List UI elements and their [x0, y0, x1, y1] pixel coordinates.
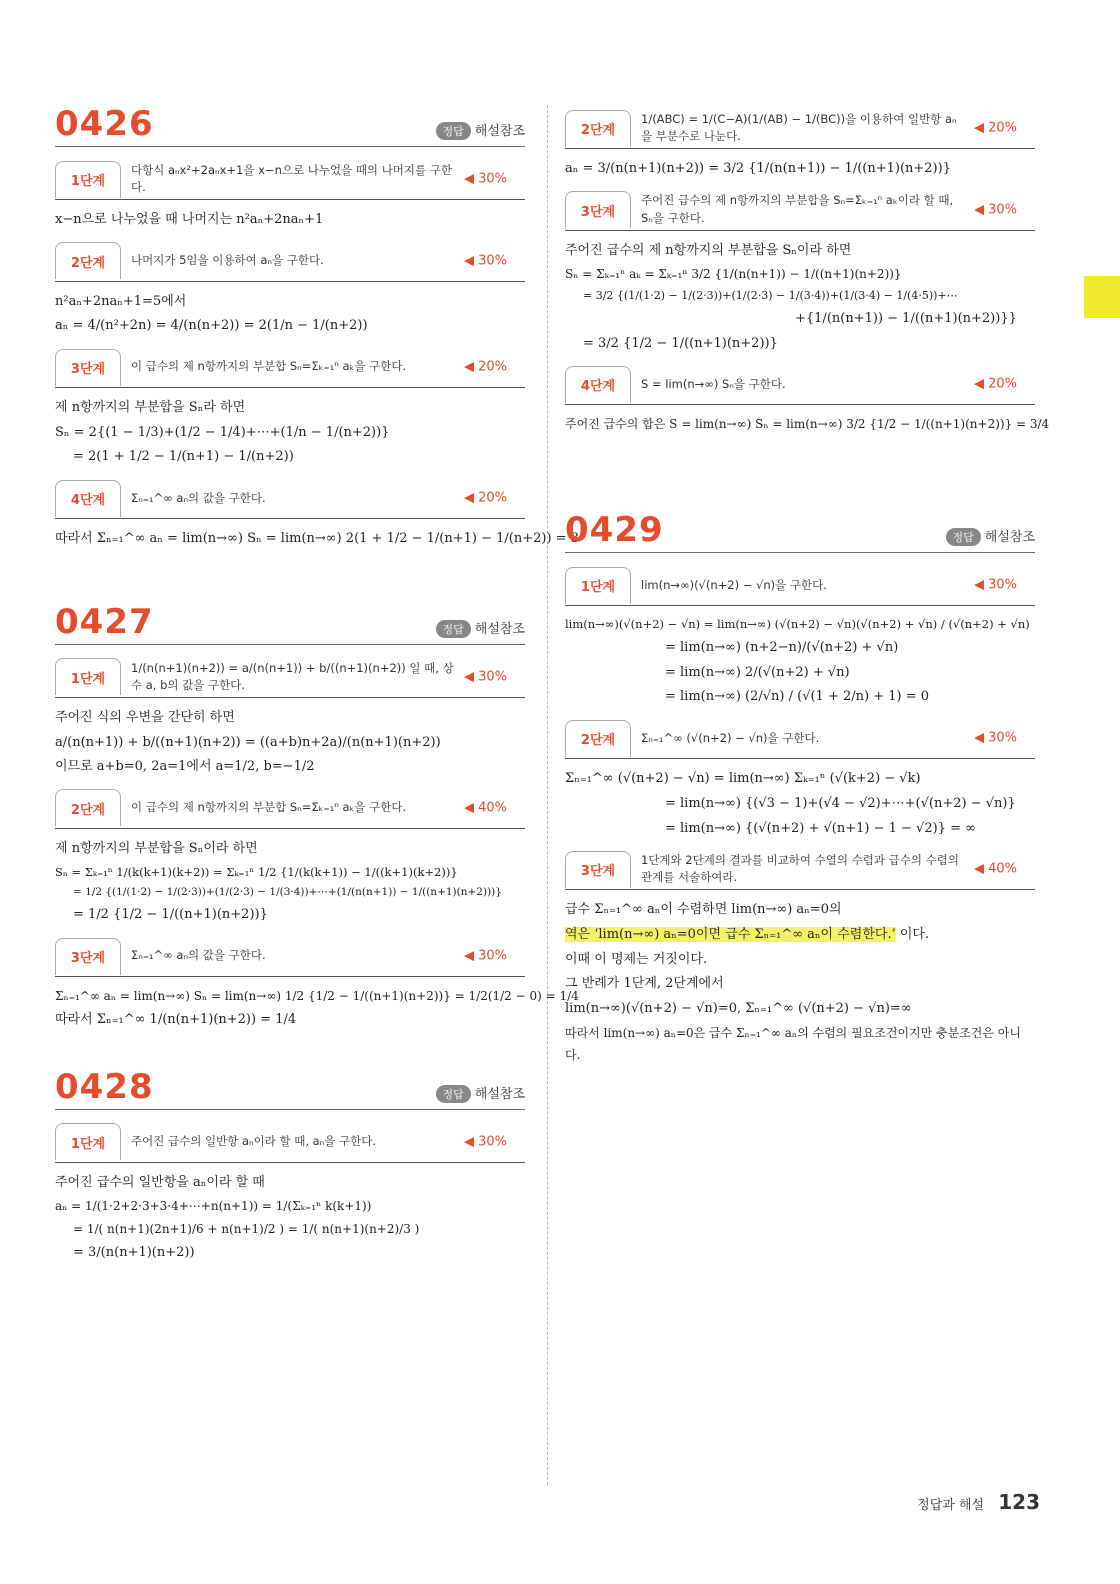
step-percent: ◀ 20%	[463, 490, 507, 506]
problem-header	[55, 598, 525, 645]
step-label: 2단계	[565, 720, 631, 757]
solution-line: aₙ = 1/(1·2+2·3+3·4+⋯+n(n+1)) = 1/(Σₖ₌₁ⁿ k(k+1))	[55, 1199, 372, 1214]
answer-badge: 정답	[436, 1085, 471, 1103]
problem-number: 0428	[55, 1066, 154, 1107]
step-box	[55, 657, 525, 698]
solution-line: Sₙ = Σₖ₌₁ⁿ aₖ = Σₖ₌₁ⁿ 3/2 {1/(n(n+1)) − 1/((n+1)(n+2))}	[565, 267, 902, 282]
step-box	[55, 478, 525, 519]
answer-label	[436, 1083, 526, 1103]
answer-label	[436, 618, 526, 638]
problem-number: 0427	[55, 601, 154, 642]
solution-line: 이므로 a+b=0, 2a=1에서 a=1/2, b=−1/2	[55, 759, 315, 775]
step-text: 이 급수의 제 n항까지의 부분합 Sₙ=Σₖ₌₁ⁿ aₖ을 구한다.	[131, 800, 407, 815]
step-text: Σₙ₌₁^∞ aₙ의 값을 구한다.	[131, 948, 266, 963]
problem-header	[565, 506, 1035, 553]
problem-number: 0426	[55, 104, 154, 144]
solution-line: aₙ = 4/(n²+2n) = 4/(n(n+2)) = 2(1/n − 1/(n+2))	[55, 318, 368, 334]
step-box	[55, 159, 525, 200]
step-percent: ◀ 30%	[463, 1134, 507, 1150]
step-percent: ◀ 30%	[463, 253, 507, 269]
answer-text: 해설참조	[474, 124, 525, 139]
solution-line: = lim(n→∞) {(√3 − 1)+(√4 − √2)+⋯+(√(n+2) − √n)}	[665, 795, 1016, 811]
step-text: S = lim(n→∞) Sₙ을 구한다.	[641, 376, 786, 391]
answer-text: 해설참조	[984, 530, 1035, 546]
solution-line: 제 n항까지의 부분합을 Sₙ이라 하면	[55, 840, 258, 856]
step-text: 1/(n(n+1)(n+2)) = a/(n(n+1)) + b/((n+1)(n+2)) 일 때, 상수 a, b의 값을 구한다.	[131, 660, 454, 692]
solution-line: 주어진 급수의 일반항을 aₙ이라 할 때	[55, 1174, 265, 1190]
step-percent: ◀ 20%	[973, 376, 1017, 392]
solution-line: = 3/2 {1/2 − 1/((n+1)(n+2))}	[583, 335, 778, 351]
solution-line: = 3/(n(n+1)(n+2))	[73, 1244, 195, 1260]
step-box	[565, 565, 1035, 606]
solution-line: 그 반례가 1단계, 2단계에서	[565, 976, 724, 992]
solution-line: 따라서 Σₙ₌₁^∞ aₙ = lim(n→∞) Sₙ = lim(n→∞) 2(1 + 1/2 − 1/(n+1) − 1/(n+2)) = 3	[55, 531, 579, 547]
solution-line: x−n으로 나누었을 때 나머지는 n²aₙ+2naₙ+1	[55, 212, 324, 227]
step-label: 4단계	[55, 480, 121, 517]
solution-line: 따라서 lim(n→∞) aₙ=0은 급수 Σₙ₌₁^∞ aₙ의 수렴의 필요조건이지만 충분조건은 아니다.	[565, 1025, 1021, 1063]
step-text: 주어진 급수의 제 n항까지의 부분합을 Sₙ=Σₖ₌₁ⁿ aₖ이라 할 때, Sₙ을 구한다.	[641, 193, 954, 225]
step-box	[565, 108, 1035, 149]
answer-text: 해설참조	[474, 621, 525, 637]
step-box	[55, 347, 525, 388]
footer-label: 정답과 해설	[917, 1498, 985, 1513]
step-label: 2단계	[565, 110, 631, 147]
solution-line: lim(n→∞)(√(n+2) − √n)=0, Σₙ₌₁^∞ (√(n+2) − √n)=∞	[565, 1000, 912, 1016]
right-column	[565, 100, 1050, 1097]
solution-line: = 1/( n(n+1)(2n+1)/6 + n(n+1)/2 ) = 1/( n(n+1)(n+2)/3 )	[73, 1222, 420, 1236]
step-box	[55, 936, 525, 977]
step-box	[55, 788, 525, 829]
answer-label	[436, 120, 526, 140]
solution-line: 주어진 급수의 합은 S = lim(n→∞) Sₙ = lim(n→∞) 3/2 {1/2 − 1/((n+1)(n+2))} = 3/4	[565, 417, 1050, 432]
step-text: Σₙ₌₁^∞ aₙ의 값을 구한다.	[131, 490, 266, 505]
step-label: 1단계	[565, 567, 631, 604]
step-percent: ◀ 40%	[463, 800, 507, 816]
solution-line: = lim(n→∞) {(√(n+2) + √(n+1) − 1 − √2)} = ∞	[665, 820, 976, 836]
solution-line: = 3/2 {(1/(1·2) − 1/(2·3))+(1/(2·3) − 1/(3·4))+(1/(3·4) − 1/(4·5))+⋯	[583, 289, 958, 303]
solution-line: = 1/2 {(1/(1·2) − 1/(2·3))+(1/(2·3) − 1/(3·4))+⋯+(1/(n(n+1)) − 1/((n+1)(n+2)))}	[73, 886, 502, 899]
solution-line: a/(n(n+1)) + b/((n+1)(n+2)) = ((a+b)n+2a)/(n(n+1)(n+2))	[55, 734, 441, 750]
step-text: 1단계와 2단계의 결과를 비교하여 수열의 수렴과 급수의 수렴의 관계를 서술하여라.	[641, 852, 959, 885]
step-percent: ◀ 30%	[463, 669, 507, 685]
problem-number: 0429	[565, 510, 664, 551]
solution-line: 이때 이 명제는 거짓이다.	[565, 951, 708, 967]
answer-text: 해설참조	[474, 1086, 525, 1102]
solution-line: aₙ = 3/(n(n+1)(n+2)) = 3/2 {1/(n(n+1)) − 1/((n+1)(n+2))}	[565, 161, 951, 176]
problem-0427	[55, 598, 579, 1033]
step-label: 3단계	[55, 938, 121, 975]
solution-line: 따라서 Σₙ₌₁^∞ 1/(n(n+1)(n+2)) = 1/4	[55, 1011, 297, 1027]
step-percent: ◀ 20%	[463, 359, 507, 375]
solution-line: 제 n항까지의 부분합을 Sₙ라 하면	[55, 400, 246, 416]
step-label: 4단계	[565, 366, 631, 403]
problem-0428-continued	[565, 108, 1050, 436]
step-text: 다항식 aₙx²+2aₙx+1을 x−n으로 나누었을 때의 나머지를 구한다.	[131, 162, 453, 194]
solution-line: 주어진 급수의 제 n항까지의 부분합을 Sₙ이라 하면	[565, 242, 852, 258]
left-column	[55, 100, 579, 1295]
step-label: 1단계	[55, 161, 121, 198]
problem-0428	[55, 1063, 525, 1266]
solution-line	[565, 923, 1035, 948]
problem-0426	[55, 100, 579, 552]
solution-line: = lim(n→∞) (2/√n) / (√(1 + 2/n) + 1) = 0	[665, 689, 930, 705]
solution-line: Σₙ₌₁^∞ (√(n+2) − √n) = lim(n→∞) Σₖ₌₁ⁿ (√(k+2) − √k)	[565, 771, 921, 787]
solution-line: Σₙ₌₁^∞ aₙ = lim(n→∞) Sₙ = lim(n→∞) 1/2 {1/2 − 1/((n+1)(n+2))} = 1/2(1/2 − 0) = 1/4	[55, 989, 579, 1004]
solution-line: 급수 Σₙ₌₁^∞ aₙ이 수렴하면 lim(n→∞) aₙ=0의	[565, 902, 842, 918]
step-label: 2단계	[55, 789, 121, 826]
side-tab	[1084, 276, 1120, 318]
solution-line: Sₙ = Σₖ₌₁ⁿ 1/(k(k+1)(k+2)) = Σₖ₌₁ⁿ 1/2 {1/(k(k+1)) − 1/((k+1)(k+2))}	[55, 864, 458, 879]
step-box	[55, 1122, 525, 1163]
solution-line: = 2(1 + 1/2 − 1/(n+1) − 1/(n+2))	[73, 449, 294, 465]
step-text: 이 급수의 제 n항까지의 부분합 Sₙ=Σₖ₌₁ⁿ aₖ을 구한다.	[131, 359, 407, 374]
step-label: 3단계	[55, 349, 121, 386]
step-percent: ◀ 40%	[973, 861, 1017, 877]
solution-line: +{1/(n(n+1)) − 1/((n+1)(n+2))}}	[795, 311, 1017, 327]
solution-line: = lim(n→∞) 2/(√(n+2) + √n)	[665, 664, 850, 680]
step-box	[565, 849, 1035, 890]
answer-badge: 정답	[436, 122, 471, 140]
step-percent: ◀ 30%	[463, 171, 507, 187]
solution-line: lim(n→∞)(√(n+2) − √n) = lim(n→∞) (√(n+2) − √n)(√(n+2) + √n) / (√(n+2) + √n)	[565, 617, 1030, 632]
step-label: 1단계	[55, 1123, 121, 1160]
step-text: Σₙ₌₁^∞ (√(n+2) − √n)을 구한다.	[641, 730, 820, 745]
page-number: 123	[998, 1490, 1040, 1514]
step-percent: ◀ 30%	[973, 730, 1017, 746]
answer-badge: 정답	[946, 528, 981, 546]
step-text: 나머지가 5임을 이용하여 aₙ을 구한다.	[131, 253, 324, 268]
step-box	[565, 364, 1035, 405]
page-footer	[917, 1490, 1040, 1514]
step-box	[565, 190, 1035, 231]
step-label: 3단계	[565, 191, 631, 228]
answer-badge: 정답	[436, 620, 471, 638]
answer-label	[946, 526, 1036, 546]
step-label: 2단계	[55, 242, 121, 279]
step-percent: ◀ 20%	[973, 120, 1017, 136]
statement-tail: 이다.	[895, 926, 930, 942]
step-percent: ◀ 30%	[463, 948, 507, 964]
highlighted-statement: 역은 ‘lim(n→∞) aₙ=0이면 급수 Σₙ₌₁^∞ aₙ이 수렴한다.’	[565, 926, 896, 942]
solution-line: Sₙ = 2{(1 − 1/3)+(1/2 − 1/4)+⋯+(1/n − 1/(n+2))}	[55, 424, 390, 440]
solution-line: n²aₙ+2naₙ+1=5에서	[55, 293, 187, 309]
step-percent: ◀ 30%	[973, 202, 1017, 218]
problem-header	[55, 1063, 525, 1110]
step-text: 주어진 급수의 일반항 aₙ이라 할 때, aₙ을 구한다.	[131, 1133, 377, 1148]
solution-line: = 1/2 {1/2 − 1/((n+1)(n+2))}	[73, 907, 268, 923]
step-percent: ◀ 30%	[973, 577, 1017, 593]
step-text: 1/(ABC) = 1/(C−A)(1/(AB) − 1/(BC))을 이용하여 일반항 aₙ을 부분수로 나눈다.	[641, 111, 957, 143]
step-label: 1단계	[55, 658, 121, 695]
problem-0429	[565, 506, 1035, 1067]
step-text: lim(n→∞)(√(n+2) − √n)을 구한다.	[641, 577, 827, 592]
step-box	[55, 241, 525, 282]
column-divider	[547, 105, 548, 1485]
solution-line: 주어진 식의 우변을 간단히 하면	[55, 709, 235, 725]
problem-header	[55, 100, 525, 147]
step-box	[565, 718, 1035, 759]
step-label: 3단계	[565, 851, 631, 888]
solution-line: = lim(n→∞) (n+2−n)/(√(n+2) + √n)	[665, 640, 899, 656]
